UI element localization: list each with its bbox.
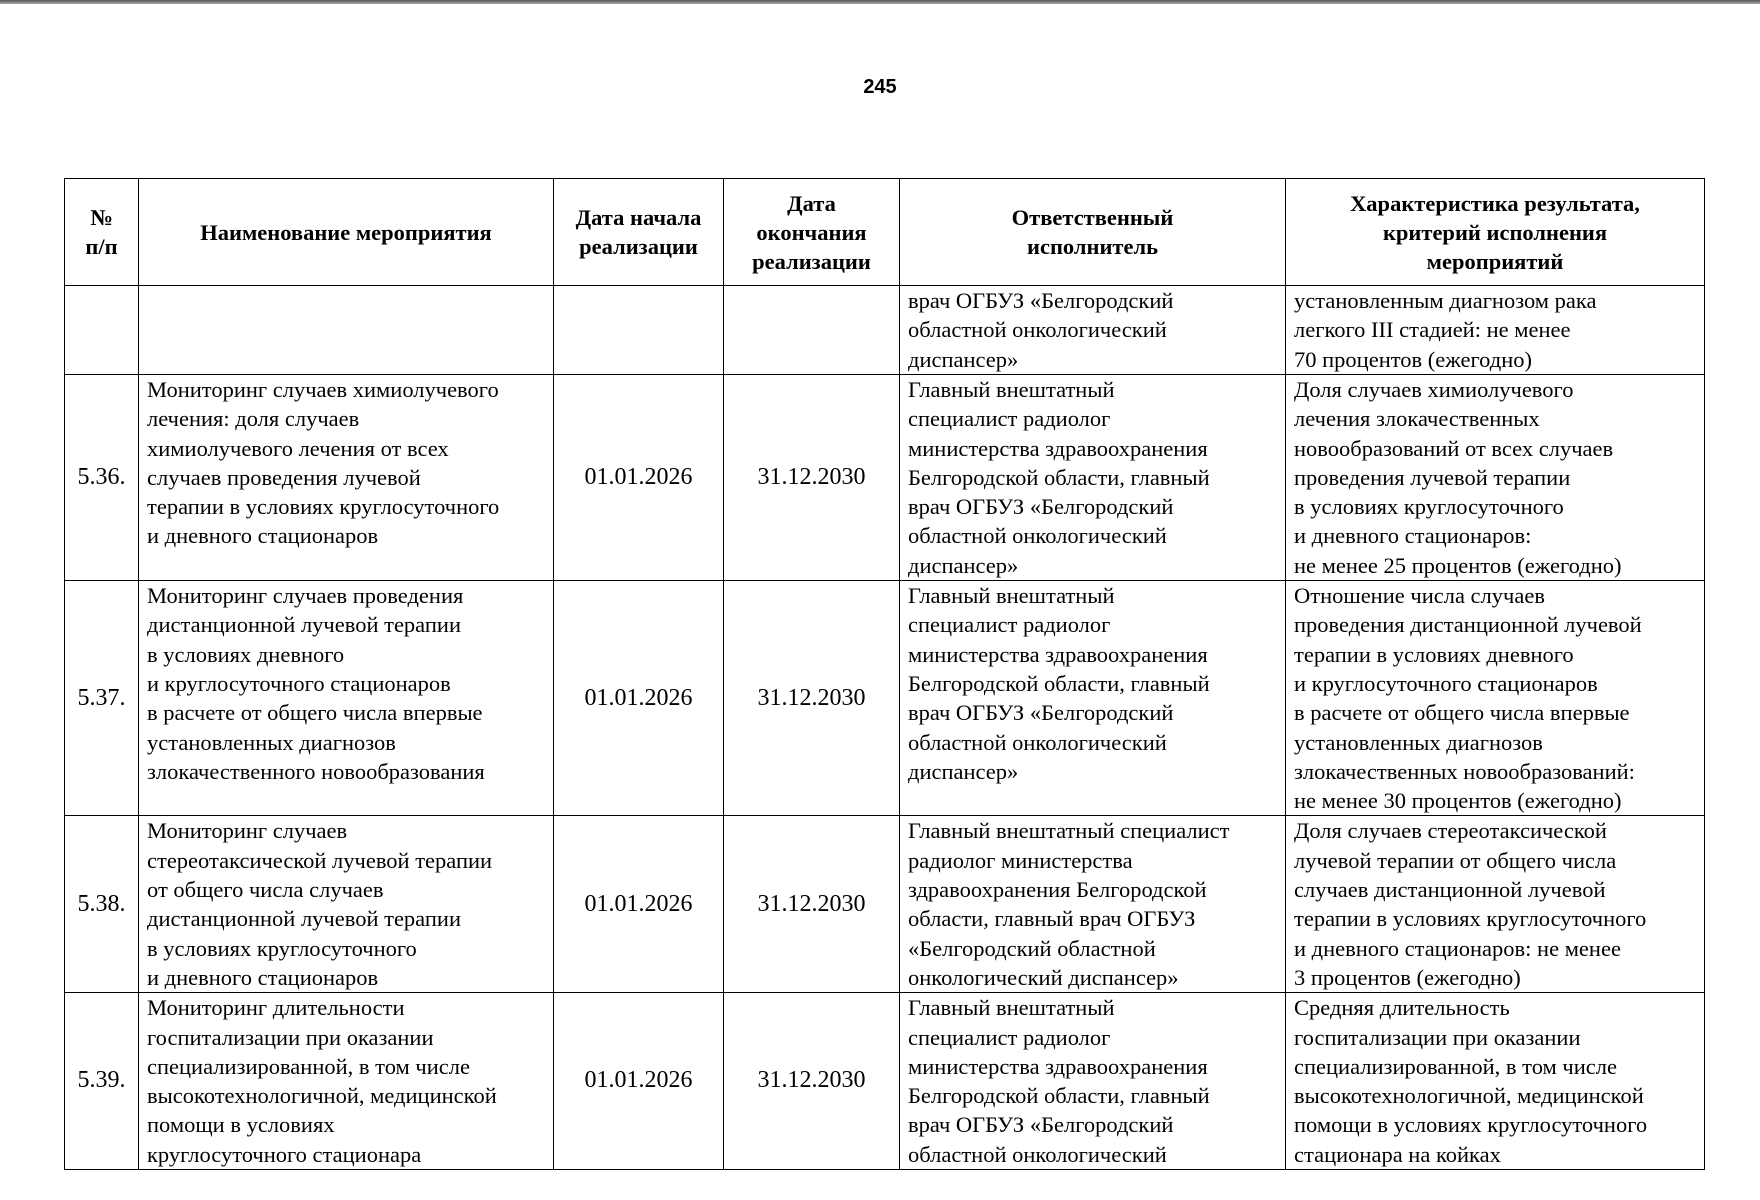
row-name: Мониторинг случаев проведения дистанционной лучевой терапии в условиях дневного и круглосуточного стационаров в расчете от общего числа впервые установленных диагнозов злокачественного новообразования <box>139 581 554 816</box>
row-name: Мониторинг случаев стереотаксической лучевой терапии от общего числа случаев дистанционной лучевой терапии в условиях круглосуточного и дневного стационаров <box>139 816 554 993</box>
row-num: 5.37. <box>65 581 139 816</box>
row-num <box>65 286 139 375</box>
table-row <box>65 286 1705 375</box>
row-name <box>139 286 554 375</box>
row-end-date <box>724 286 900 375</box>
table-row <box>65 581 1705 816</box>
row-responsible: врач ОГБУЗ «Белгородский областной онкологический диспансер» <box>900 286 1286 375</box>
table-row <box>65 993 1705 1170</box>
row-start-date <box>554 286 724 375</box>
header-responsible: Ответственный исполнитель <box>900 179 1286 286</box>
row-result: установленным диагнозом рака легкого III стадией: не менее 70 процентов (ежегодно) <box>1286 286 1705 375</box>
table-header-row <box>65 179 1705 286</box>
page-number: 245 <box>863 76 897 98</box>
row-start-date: 01.01.2026 <box>554 581 724 816</box>
events-table <box>64 178 1705 1170</box>
row-end-date: 31.12.2030 <box>724 375 900 581</box>
row-name: Мониторинг случаев химиолучевого лечения: доля случаев химиолучевого лечения от всех случаев проведения лучевой терапии в условиях круглосуточного и дневного стационаров <box>139 375 554 581</box>
row-name: Мониторинг длительности госпитализации при оказании специализированной, в том числе высокотехнологичной, медицинской помощи в условиях круглосуточного стационара <box>139 993 554 1170</box>
header-result: Характеристика результата, критерий исполнения мероприятий <box>1286 179 1705 286</box>
header-end-date: Дата окончания реализации <box>724 179 900 286</box>
row-start-date: 01.01.2026 <box>554 816 724 993</box>
row-num: 5.36. <box>65 375 139 581</box>
row-start-date: 01.01.2026 <box>554 375 724 581</box>
row-result: Доля случаев стереотаксической лучевой терапии от общего числа случаев дистанционной лучевой терапии в условиях круглосуточного и дневного стационаров: не менее 3 процентов (ежегодно) <box>1286 816 1705 993</box>
row-result: Доля случаев химиолучевого лечения злокачественных новообразований от всех случаев проведения лучевой терапии в условиях круглосуточного и дневного стационаров: не менее 25 процентов (ежегодно) <box>1286 375 1705 581</box>
table-row <box>65 816 1705 993</box>
header-num: № п/п <box>65 179 139 286</box>
header-name: Наименование мероприятия <box>139 179 554 286</box>
scan-edge <box>0 0 1760 4</box>
row-responsible: Главный внештатный специалист радиолог министерства здравоохранения Белгородской области, главный врач ОГБУЗ «Белгородский областной онкологический диспансер» <box>900 816 1286 993</box>
row-end-date: 31.12.2030 <box>724 993 900 1170</box>
row-end-date: 31.12.2030 <box>724 816 900 993</box>
row-result: Средняя длительность госпитализации при оказании специализированной, в том числе высокотехнологичной, медицинской помощи в условиях круглосуточного стационара на койках <box>1286 993 1705 1170</box>
row-start-date: 01.01.2026 <box>554 993 724 1170</box>
row-responsible: Главный внештатный специалист радиолог министерства здравоохранения Белгородской области, главный врач ОГБУЗ «Белгородский областной онкологический <box>900 993 1286 1170</box>
row-num: 5.39. <box>65 993 139 1170</box>
row-end-date: 31.12.2030 <box>724 581 900 816</box>
row-responsible: Главный внештатный специалист радиолог министерства здравоохранения Белгородской области, главный врач ОГБУЗ «Белгородский областной онкологический диспансер» <box>900 375 1286 581</box>
row-responsible: Главный внештатный специалист радиолог министерства здравоохранения Белгородской области, главный врач ОГБУЗ «Белгородский областной онкологический диспансер» <box>900 581 1286 816</box>
table-row <box>65 375 1705 581</box>
header-start-date: Дата начала реализации <box>554 179 724 286</box>
row-result: Отношение числа случаев проведения дистанционной лучевой терапии в условиях дневного и круглосуточного стационаров в расчете от общего числа впервые установленных диагнозов злокачественных новообразований: не менее 30 процентов (ежегодно) <box>1286 581 1705 816</box>
row-num: 5.38. <box>65 816 139 993</box>
